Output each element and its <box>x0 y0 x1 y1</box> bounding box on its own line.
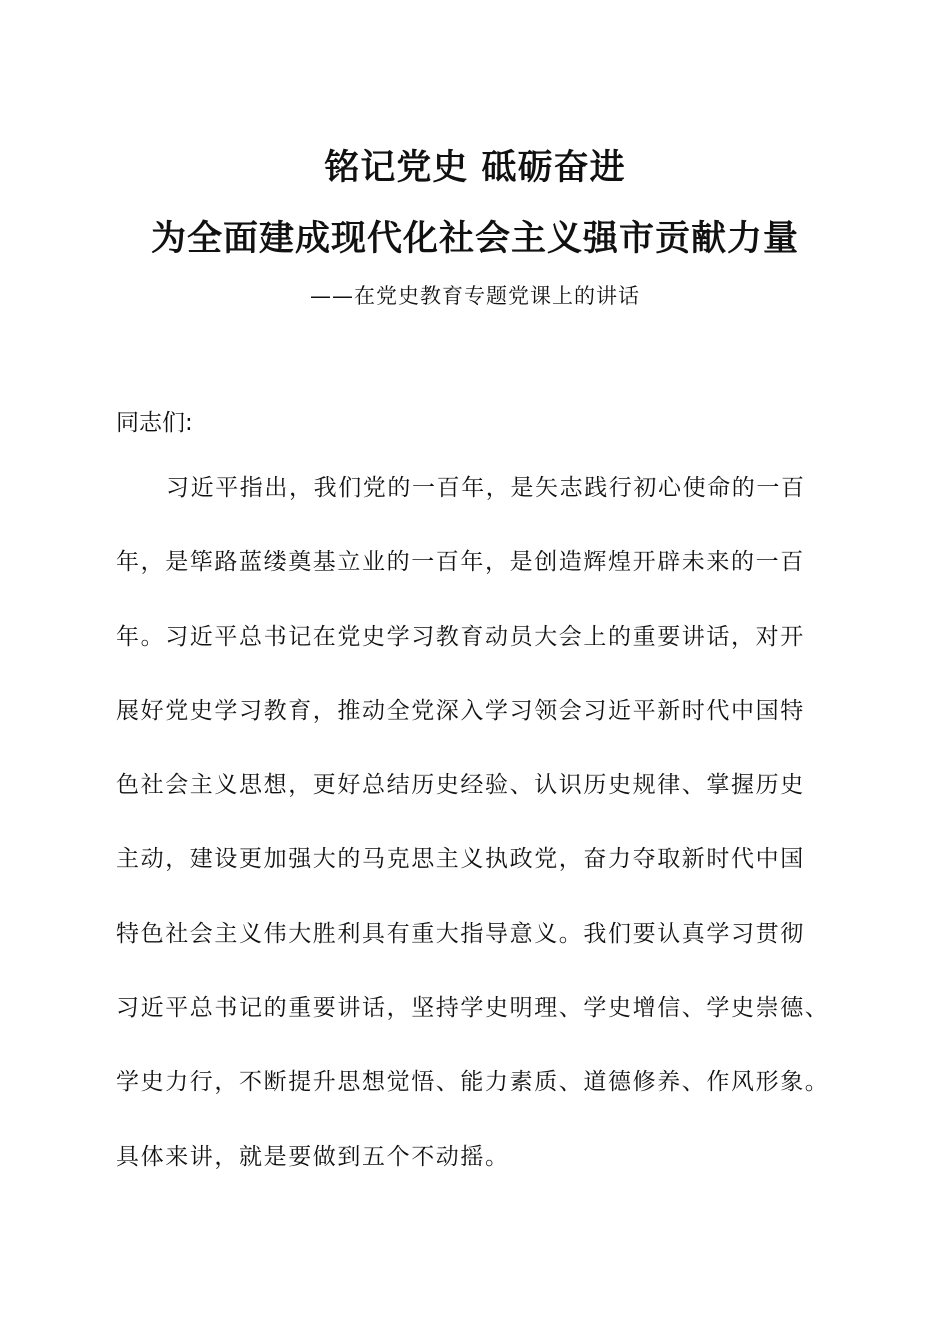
body-line: 习近平指出，我们党的一百年，是矢志践行初心使命的一百 <box>166 475 806 501</box>
body-line: 特色社会主义伟大胜利具有重大指导意义。我们要认真学习贯彻 <box>116 920 805 947</box>
body-line: 展好党史学习教育，推动全党深入学习领会习近平新时代中国特 <box>116 697 805 724</box>
body-line: 具体来讲，就是要做到五个不动摇。 <box>116 1143 510 1170</box>
body-line: 学史力行，不断提升思想觉悟、能力素质、道德修养、作风形象。 <box>116 1069 830 1096</box>
body-line: 年。习近平总书记在党史学习教育动员大会上的重要讲话，对开 <box>116 623 805 650</box>
body-line: 年，是筚路蓝缕奠基立业的一百年，是创造辉煌开辟未来的一百 <box>116 549 805 576</box>
salutation: 同志们: <box>116 410 193 436</box>
body-line: 主动，建设更加强大的马克思主义执政党，奋力夺取新时代中国 <box>116 846 805 873</box>
body-line: 习近平总书记的重要讲话，坚持学史明理、学史增信、学史崇德、 <box>116 995 830 1022</box>
document-title-line-1: 铭记党史 砥砺奋进 <box>324 147 626 188</box>
body-line: 色社会主义思想，更好总结历史经验、认识历史规律、掌握历史 <box>116 772 805 799</box>
body-paragraph <box>116 470 856 1213</box>
document-title-line-2: 为全面建成现代化社会主义强市贡献力量 <box>150 218 799 259</box>
document-subtitle: ——在党史教育专题党课上的讲话 <box>310 284 640 308</box>
